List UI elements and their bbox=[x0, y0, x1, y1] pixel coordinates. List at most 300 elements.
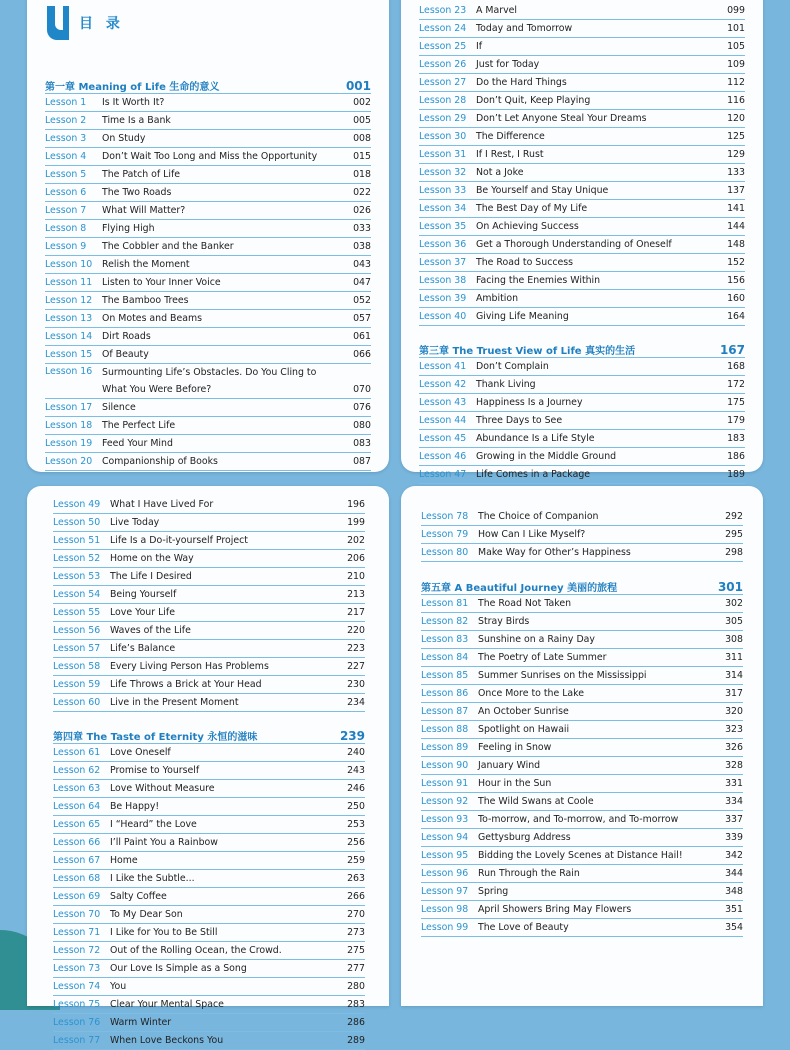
toc-row[interactable] bbox=[45, 202, 371, 220]
toc-row[interactable] bbox=[419, 412, 745, 430]
lesson-title: Sunshine on a Rainy Day bbox=[478, 634, 595, 645]
lesson-title: You bbox=[110, 981, 127, 992]
lesson-title: Be Happy! bbox=[110, 801, 160, 812]
toc-row[interactable] bbox=[45, 328, 371, 346]
lesson-page: 283 bbox=[347, 999, 365, 1010]
lesson-number: Lesson 58 bbox=[53, 661, 101, 672]
toc-row[interactable] bbox=[421, 667, 743, 685]
lesson-title: Life Comes in a Package bbox=[476, 469, 591, 480]
lesson-page: 314 bbox=[725, 670, 743, 681]
lesson-title: Every Living Person Has Problems bbox=[110, 661, 269, 672]
toc-row[interactable] bbox=[53, 816, 365, 834]
toc-row[interactable] bbox=[421, 757, 743, 775]
lesson-number: Lesson 97 bbox=[421, 886, 469, 897]
toc-row[interactable] bbox=[53, 1032, 365, 1050]
toc-row[interactable] bbox=[421, 649, 743, 667]
lesson-page: 344 bbox=[725, 868, 743, 879]
lesson-page: 292 bbox=[725, 511, 743, 522]
lesson-title: Summer Sunrises on the Mississippi bbox=[478, 670, 647, 681]
lesson-title: To-morrow, and To-morrow, and To-morrow bbox=[478, 814, 679, 825]
lesson-number: Lesson 29 bbox=[419, 113, 467, 124]
lesson-title: Dirt Roads bbox=[102, 331, 151, 342]
lesson-title: Salty Coffee bbox=[110, 891, 167, 902]
lesson-title: Home on the Way bbox=[110, 553, 194, 564]
toc-row[interactable] bbox=[419, 146, 745, 164]
toc-row[interactable] bbox=[419, 110, 745, 128]
toc-row[interactable] bbox=[419, 430, 745, 448]
toc-row[interactable] bbox=[53, 780, 365, 798]
lesson-title: When Love Beckons You bbox=[110, 1035, 224, 1046]
toc-row[interactable] bbox=[421, 721, 743, 739]
lesson-page: 354 bbox=[725, 922, 743, 933]
lesson-page: 217 bbox=[347, 607, 365, 618]
toc-row[interactable] bbox=[45, 238, 371, 256]
lesson-number: Lesson 57 bbox=[53, 643, 101, 654]
toc-panel-2 bbox=[401, 0, 763, 480]
lesson-page: 223 bbox=[347, 643, 365, 654]
toc-row[interactable] bbox=[45, 184, 371, 202]
lesson-page: 137 bbox=[727, 185, 745, 196]
lesson-page: 179 bbox=[727, 415, 745, 426]
toc-row[interactable] bbox=[45, 256, 371, 274]
lesson-page: 256 bbox=[347, 837, 365, 848]
lesson-number: Lesson 13 bbox=[45, 313, 93, 324]
lesson-number: Lesson 93 bbox=[421, 814, 469, 825]
toc-row[interactable] bbox=[421, 631, 743, 649]
lesson-title: Feed Your Mind bbox=[102, 438, 173, 449]
chapter-heading[interactable] bbox=[45, 76, 371, 94]
lesson-page: 199 bbox=[347, 517, 365, 528]
lesson-page: 230 bbox=[347, 679, 365, 690]
toc-row[interactable] bbox=[421, 685, 743, 703]
lesson-title: Abundance Is a Life Style bbox=[476, 433, 595, 444]
chapter-title: 第四章 The Taste of Eternity 永恒的滋味 bbox=[53, 732, 258, 743]
lesson-number: Lesson 80 bbox=[421, 547, 469, 558]
toc-row[interactable] bbox=[53, 694, 365, 712]
lesson-list bbox=[53, 744, 365, 1050]
lesson-page: 033 bbox=[353, 223, 371, 234]
toc-row[interactable] bbox=[419, 164, 745, 182]
lesson-number: Lesson 4 bbox=[45, 151, 87, 162]
lesson-page: 070 bbox=[353, 384, 371, 395]
toc-row[interactable] bbox=[419, 376, 745, 394]
lesson-page: 323 bbox=[725, 724, 743, 735]
lesson-title: Happiness Is a Journey bbox=[476, 397, 583, 408]
lesson-number: Lesson 43 bbox=[419, 397, 467, 408]
toc-header bbox=[47, 0, 124, 46]
lesson-title: Once More to the Lake bbox=[478, 688, 585, 699]
lesson-title: Life Throws a Brick at Your Head bbox=[110, 679, 262, 690]
toc-row[interactable] bbox=[419, 74, 745, 92]
toc-row[interactable] bbox=[53, 640, 365, 658]
lesson-number: Lesson 52 bbox=[53, 553, 101, 564]
lesson-title: Warm Winter bbox=[110, 1017, 172, 1028]
toc-row[interactable] bbox=[53, 834, 365, 852]
lesson-page: 186 bbox=[727, 451, 745, 462]
lesson-page: 076 bbox=[353, 402, 371, 413]
lesson-number: Lesson 60 bbox=[53, 697, 101, 708]
lesson-number: Lesson 59 bbox=[53, 679, 101, 690]
lesson-number: Lesson 3 bbox=[45, 133, 87, 144]
lesson-title: Life’s Balance bbox=[110, 643, 176, 654]
lesson-list bbox=[419, 2, 745, 326]
toc-row[interactable] bbox=[419, 38, 745, 56]
lesson-number: Lesson 49 bbox=[53, 499, 101, 510]
lesson-number: Lesson 47 bbox=[419, 469, 467, 480]
lesson-title: Bidding the Lovely Scenes at Distance Hail! bbox=[478, 850, 683, 861]
lesson-page: 160 bbox=[727, 293, 745, 304]
chapter-heading[interactable] bbox=[421, 577, 743, 595]
lesson-page: 052 bbox=[353, 295, 371, 306]
lesson-page: 339 bbox=[725, 832, 743, 843]
lesson-page: 156 bbox=[727, 275, 745, 286]
lesson-title: On Motes and Beams bbox=[102, 313, 203, 324]
toc-row[interactable] bbox=[419, 448, 745, 466]
toc-row[interactable] bbox=[45, 364, 371, 399]
toc-row[interactable] bbox=[421, 508, 743, 526]
lesson-title: How Can I Like Myself? bbox=[478, 529, 586, 540]
lesson-title: Feeling in Snow bbox=[478, 742, 552, 753]
lesson-page: 047 bbox=[353, 277, 371, 288]
toc-row[interactable] bbox=[419, 182, 745, 200]
lesson-number: Lesson 66 bbox=[53, 837, 101, 848]
lesson-title: Don’t Wait Too Long and Miss the Opportunity bbox=[102, 151, 318, 162]
lesson-page: 133 bbox=[727, 167, 745, 178]
lesson-number: Lesson 99 bbox=[421, 922, 469, 933]
lesson-title: Do the Hard Things bbox=[476, 77, 567, 88]
lesson-number: Lesson 37 bbox=[419, 257, 467, 268]
toc-list bbox=[45, 76, 371, 471]
toc-row[interactable] bbox=[53, 622, 365, 640]
lesson-number: Lesson 61 bbox=[53, 747, 101, 758]
lesson-number: Lesson 74 bbox=[53, 981, 101, 992]
lesson-number: Lesson 20 bbox=[45, 456, 93, 467]
toc-row[interactable] bbox=[53, 658, 365, 676]
toc-row[interactable] bbox=[53, 586, 365, 604]
lesson-number: Lesson 88 bbox=[421, 724, 469, 735]
lesson-list bbox=[53, 496, 365, 712]
lesson-page: 206 bbox=[347, 553, 365, 564]
toc-row[interactable] bbox=[419, 56, 745, 74]
toc-row[interactable] bbox=[419, 254, 745, 272]
lesson-page: 334 bbox=[725, 796, 743, 807]
lesson-title: If I Rest, I Rust bbox=[476, 149, 544, 160]
toc-row[interactable] bbox=[421, 775, 743, 793]
lesson-page: 175 bbox=[727, 397, 745, 408]
lesson-number: Lesson 90 bbox=[421, 760, 469, 771]
toc-row[interactable] bbox=[45, 220, 371, 238]
chapter-heading[interactable] bbox=[53, 726, 365, 744]
lesson-page: 280 bbox=[347, 981, 365, 992]
lesson-number: Lesson 69 bbox=[53, 891, 101, 902]
toc-row[interactable] bbox=[53, 1014, 365, 1032]
lesson-page: 129 bbox=[727, 149, 745, 160]
lesson-page: 183 bbox=[727, 433, 745, 444]
lesson-number: Lesson 6 bbox=[45, 187, 87, 198]
lesson-page: 348 bbox=[725, 886, 743, 897]
toc-row[interactable] bbox=[45, 130, 371, 148]
lesson-page: 043 bbox=[353, 259, 371, 270]
lesson-number: Lesson 89 bbox=[421, 742, 469, 753]
toc-row[interactable] bbox=[421, 595, 743, 613]
toc-title: 目 录 bbox=[79, 16, 124, 32]
lesson-title: Giving Life Meaning bbox=[476, 311, 569, 322]
toc-row[interactable] bbox=[53, 496, 365, 514]
lesson-number: Lesson 94 bbox=[421, 832, 469, 843]
toc-row[interactable] bbox=[53, 744, 365, 762]
lesson-number: Lesson 38 bbox=[419, 275, 467, 286]
lesson-page: 141 bbox=[727, 203, 745, 214]
lesson-page: 196 bbox=[347, 499, 365, 510]
lesson-number: Lesson 23 bbox=[419, 5, 467, 16]
lesson-page: 022 bbox=[353, 187, 371, 198]
lesson-number: Lesson 8 bbox=[45, 223, 87, 234]
lesson-title: Facing the Enemies Within bbox=[476, 275, 601, 286]
toc-row[interactable] bbox=[53, 676, 365, 694]
toc-row[interactable] bbox=[45, 417, 371, 435]
toc-row[interactable] bbox=[53, 942, 365, 960]
toc-row[interactable] bbox=[421, 919, 743, 937]
lesson-title: Life Is a Do-it-yourself Project bbox=[110, 535, 248, 546]
lesson-title: Don’t Let Anyone Steal Your Dreams bbox=[476, 113, 647, 124]
lesson-number: Lesson 78 bbox=[421, 511, 469, 522]
lesson-page: 243 bbox=[347, 765, 365, 776]
lesson-page: 273 bbox=[347, 927, 365, 938]
toc-row[interactable] bbox=[419, 290, 745, 308]
lesson-page: 263 bbox=[347, 873, 365, 884]
lesson-page: 234 bbox=[347, 697, 365, 708]
lesson-number: Lesson 42 bbox=[419, 379, 467, 390]
lesson-number: Lesson 79 bbox=[421, 529, 469, 540]
toc-row[interactable] bbox=[53, 604, 365, 622]
toc-row[interactable] bbox=[45, 453, 371, 471]
toc-row[interactable] bbox=[421, 703, 743, 721]
toc-row[interactable] bbox=[45, 292, 371, 310]
toc-row[interactable] bbox=[53, 906, 365, 924]
lesson-page: 213 bbox=[347, 589, 365, 600]
lesson-number: Lesson 64 bbox=[53, 801, 101, 812]
lesson-number: Lesson 44 bbox=[419, 415, 467, 426]
toc-row[interactable] bbox=[419, 92, 745, 110]
lesson-title: Get a Thorough Understanding of Oneself bbox=[476, 239, 672, 250]
lesson-title: The Patch of Life bbox=[102, 169, 181, 180]
lesson-number: Lesson 28 bbox=[419, 95, 467, 106]
lesson-page: 008 bbox=[353, 133, 371, 144]
lesson-number: Lesson 5 bbox=[45, 169, 87, 180]
toc-row[interactable] bbox=[421, 526, 743, 544]
toc-row[interactable] bbox=[53, 960, 365, 978]
toc-row[interactable] bbox=[53, 568, 365, 586]
lesson-title: Flying High bbox=[102, 223, 155, 234]
lesson-number: Lesson 15 bbox=[45, 349, 93, 360]
toc-row[interactable] bbox=[419, 394, 745, 412]
toc-logo-icon bbox=[47, 6, 69, 40]
toc-row[interactable] bbox=[419, 128, 745, 146]
lesson-number: Lesson 18 bbox=[45, 420, 93, 431]
toc-list bbox=[419, 2, 745, 502]
toc-row[interactable] bbox=[53, 532, 365, 550]
lesson-number: Lesson 68 bbox=[53, 873, 101, 884]
lesson-number: Lesson 25 bbox=[419, 41, 467, 52]
toc-row[interactable] bbox=[53, 514, 365, 532]
lesson-page: 317 bbox=[725, 688, 743, 699]
lesson-page: 220 bbox=[347, 625, 365, 636]
lesson-page: 189 bbox=[727, 469, 745, 480]
toc-panel-4 bbox=[401, 486, 763, 1006]
lesson-page: 144 bbox=[727, 221, 745, 232]
lesson-title: April Showers Bring May Flowers bbox=[478, 904, 632, 915]
lesson-title: Don’t Complain bbox=[476, 361, 549, 372]
toc-row[interactable] bbox=[419, 466, 745, 484]
toc-row[interactable] bbox=[421, 739, 743, 757]
lesson-number: Lesson 54 bbox=[53, 589, 101, 600]
lesson-number: Lesson 32 bbox=[419, 167, 467, 178]
lesson-number: Lesson 86 bbox=[421, 688, 469, 699]
lesson-number: Lesson 41 bbox=[419, 361, 467, 372]
toc-row[interactable] bbox=[421, 829, 743, 847]
lesson-page: 308 bbox=[725, 634, 743, 645]
lesson-title: Spring bbox=[478, 886, 509, 897]
lesson-page: 099 bbox=[727, 5, 745, 16]
toc-row[interactable] bbox=[45, 148, 371, 166]
lesson-title: Relish the Moment bbox=[102, 259, 190, 270]
lesson-number: Lesson 33 bbox=[419, 185, 467, 196]
lesson-number: Lesson 12 bbox=[45, 295, 93, 306]
lesson-page: 152 bbox=[727, 257, 745, 268]
lesson-title: Don’t Quit, Keep Playing bbox=[476, 95, 591, 106]
lesson-title: Waves of the Life bbox=[110, 625, 191, 636]
toc-row[interactable] bbox=[53, 924, 365, 942]
lesson-title: The Road Not Taken bbox=[478, 598, 572, 609]
lesson-number: Lesson 35 bbox=[419, 221, 467, 232]
lesson-page: 005 bbox=[353, 115, 371, 126]
lesson-title: Home bbox=[110, 855, 138, 866]
toc-row[interactable] bbox=[419, 308, 745, 326]
lesson-title: On Achieving Success bbox=[476, 221, 579, 232]
lesson-title: Love Without Measure bbox=[110, 783, 215, 794]
lesson-page: 026 bbox=[353, 205, 371, 216]
toc-row[interactable] bbox=[45, 166, 371, 184]
lesson-page: 286 bbox=[347, 1017, 365, 1028]
lesson-page: 246 bbox=[347, 783, 365, 794]
toc-row[interactable] bbox=[53, 550, 365, 568]
chapter-page: 239 bbox=[339, 729, 365, 743]
lesson-page: 083 bbox=[353, 438, 371, 449]
lesson-title: Listen to Your Inner Voice bbox=[102, 277, 221, 288]
lesson-number: Lesson 34 bbox=[419, 203, 467, 214]
lesson-title: The Poetry of Late Summer bbox=[478, 652, 607, 663]
lesson-title: The Wild Swans at Coole bbox=[478, 796, 594, 807]
toc-row[interactable] bbox=[419, 20, 745, 38]
toc-row[interactable] bbox=[419, 218, 745, 236]
lesson-title: Be Yourself and Stay Unique bbox=[476, 185, 609, 196]
toc-row[interactable] bbox=[419, 358, 745, 376]
lesson-page: 277 bbox=[347, 963, 365, 974]
lesson-number: Lesson 11 bbox=[45, 277, 93, 288]
toc-row[interactable] bbox=[421, 793, 743, 811]
toc-row[interactable] bbox=[421, 865, 743, 883]
chapter-page: 001 bbox=[345, 79, 371, 93]
lesson-title: Promise to Yourself bbox=[110, 765, 200, 776]
toc-list bbox=[53, 496, 365, 1050]
toc-row[interactable] bbox=[45, 399, 371, 417]
toc-row[interactable] bbox=[53, 798, 365, 816]
spacer bbox=[421, 562, 743, 577]
lesson-title: Three Days to See bbox=[476, 415, 563, 426]
toc-list bbox=[421, 508, 743, 937]
lesson-number: Lesson 36 bbox=[419, 239, 467, 250]
toc-row[interactable] bbox=[421, 811, 743, 829]
lesson-number: Lesson 1 bbox=[45, 97, 87, 108]
lesson-number: Lesson 50 bbox=[53, 517, 101, 528]
spacer bbox=[53, 712, 365, 726]
chapter-heading[interactable] bbox=[419, 340, 745, 358]
toc-row[interactable] bbox=[421, 544, 743, 562]
toc-row[interactable] bbox=[53, 762, 365, 780]
lesson-title: To My Dear Son bbox=[110, 909, 183, 920]
toc-row[interactable] bbox=[45, 310, 371, 328]
toc-row[interactable] bbox=[45, 94, 371, 112]
lesson-list bbox=[421, 508, 743, 562]
toc-row[interactable] bbox=[421, 883, 743, 901]
toc-row[interactable] bbox=[419, 200, 745, 218]
lesson-title: Silence bbox=[102, 402, 136, 413]
lesson-number: Lesson 85 bbox=[421, 670, 469, 681]
toc-row[interactable] bbox=[45, 274, 371, 292]
lesson-page: 210 bbox=[347, 571, 365, 582]
toc-row[interactable] bbox=[53, 870, 365, 888]
toc-row[interactable] bbox=[421, 901, 743, 919]
lesson-number: Lesson 40 bbox=[419, 311, 467, 322]
lesson-title: Being Yourself bbox=[110, 589, 177, 600]
toc-row[interactable] bbox=[419, 272, 745, 290]
lesson-title: Is It Worth It? bbox=[102, 97, 165, 108]
lesson-number: Lesson 95 bbox=[421, 850, 469, 861]
toc-row[interactable] bbox=[53, 852, 365, 870]
lesson-page: 172 bbox=[727, 379, 745, 390]
lesson-number: Lesson 9 bbox=[45, 241, 87, 252]
toc-row[interactable] bbox=[419, 236, 745, 254]
lesson-number: Lesson 96 bbox=[421, 868, 469, 879]
toc-row[interactable] bbox=[45, 346, 371, 364]
toc-row[interactable] bbox=[421, 613, 743, 631]
lesson-number: Lesson 87 bbox=[421, 706, 469, 717]
lesson-title: On Study bbox=[102, 133, 146, 144]
lesson-number: Lesson 55 bbox=[53, 607, 101, 618]
lesson-title: The Best Day of My Life bbox=[476, 203, 588, 214]
lesson-page: 015 bbox=[353, 151, 371, 162]
toc-row[interactable] bbox=[421, 847, 743, 865]
toc-row[interactable] bbox=[53, 888, 365, 906]
toc-row[interactable] bbox=[53, 996, 365, 1014]
toc-row[interactable] bbox=[53, 978, 365, 996]
lesson-number: Lesson 26 bbox=[419, 59, 467, 70]
lesson-page: 168 bbox=[727, 361, 745, 372]
lesson-page: 305 bbox=[725, 616, 743, 627]
lesson-title: Love Oneself bbox=[110, 747, 171, 758]
lesson-page: 087 bbox=[353, 456, 371, 467]
lesson-title: Thank Living bbox=[476, 379, 536, 390]
lesson-list bbox=[421, 595, 743, 937]
chapter-title: 第三章 The Truest View of Life 真实的生活 bbox=[419, 346, 636, 357]
lesson-number: Lesson 84 bbox=[421, 652, 469, 663]
lesson-title: Not a Joke bbox=[476, 167, 524, 178]
toc-row[interactable] bbox=[45, 435, 371, 453]
lesson-title: Growing in the Middle Ground bbox=[476, 451, 617, 462]
toc-row[interactable] bbox=[419, 2, 745, 20]
lesson-page: 337 bbox=[725, 814, 743, 825]
toc-row[interactable] bbox=[45, 112, 371, 130]
